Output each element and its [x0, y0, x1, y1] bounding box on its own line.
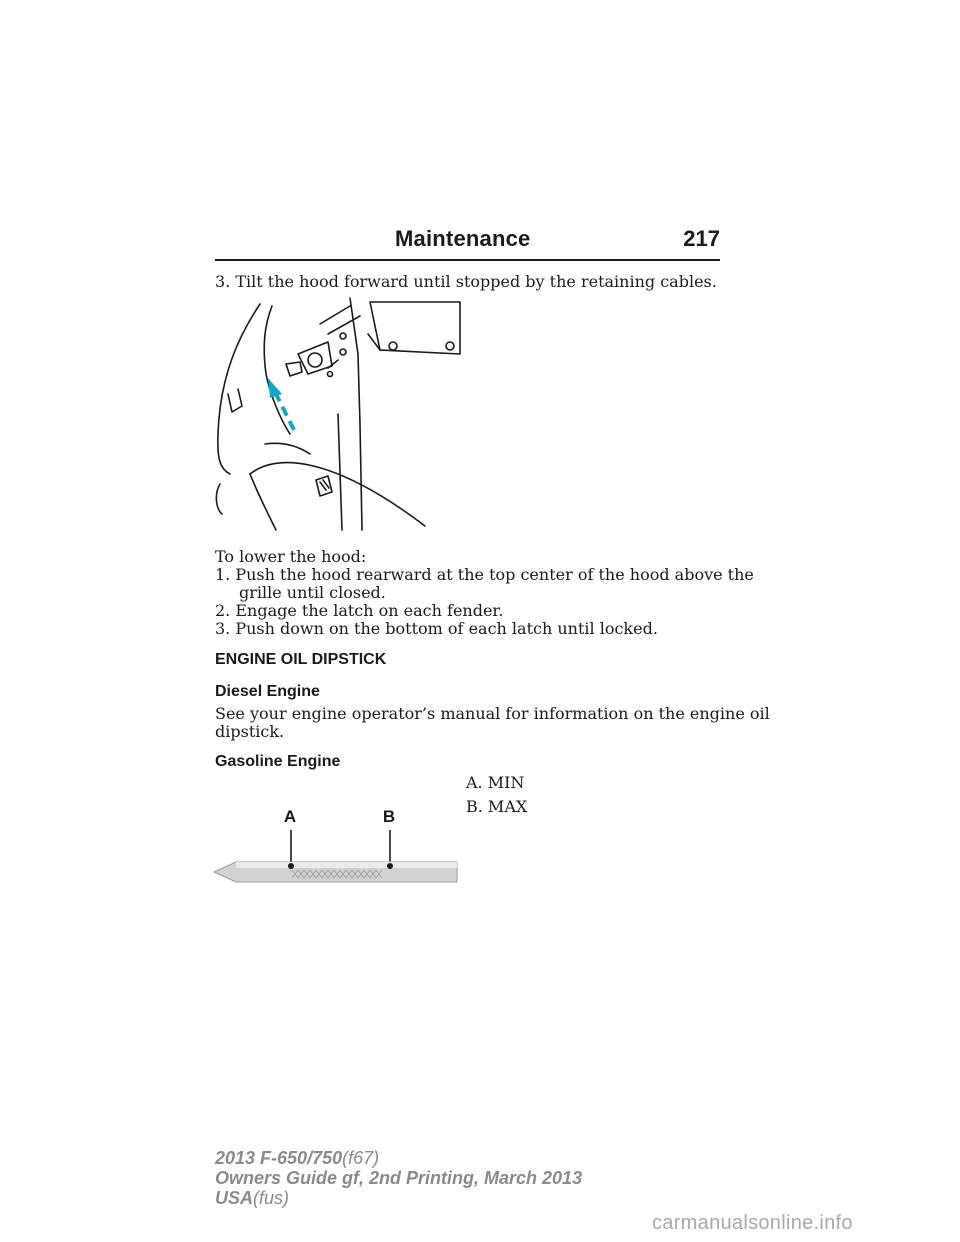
section-heading-dipstick: ENGINE OIL DIPSTICK — [215, 651, 387, 668]
page-section-title: Maintenance — [395, 226, 531, 251]
lower-hood-step-3: 3. Push down on the bottom of each latch until locked. — [215, 619, 658, 638]
header-rule — [215, 259, 720, 261]
diesel-text-line-1: See your engine operator’s manual for information on the engine oil — [215, 704, 770, 723]
subheading-diesel: Diesel Engine — [215, 683, 320, 700]
footer-model-code: (f67) — [342, 1148, 380, 1168]
watermark: carmanualsonline.info — [652, 1212, 853, 1234]
footer-guide: Owners Guide gf, 2nd Printing, March 2013 — [215, 1168, 583, 1188]
tilt-direction-arrow — [268, 378, 294, 430]
lower-hood-intro: To lower the hood: — [215, 547, 367, 566]
footer-market-code: (fus) — [253, 1188, 290, 1208]
lower-hood-step-2: 2. Engage the latch on each fender. — [215, 601, 504, 620]
legend-b-max: B. MAX — [466, 797, 528, 816]
page-number: 217 — [683, 226, 720, 251]
step-tilt-hood: 3. Tilt the hood forward until stopped by the retaining cables. — [215, 272, 717, 291]
footer-model: 2013 F-650/750 — [215, 1148, 343, 1168]
lower-hood-step-1: 1. Push the hood rearward at the top center of the hood above the — [215, 565, 754, 584]
callout-b-label: B — [382, 807, 396, 826]
lower-hood-step-1-cont: grille until closed. — [239, 583, 386, 602]
footer-info — [215, 1148, 582, 1208]
diesel-text-line-2: dipstick. — [215, 722, 285, 741]
dipstick-illustration — [212, 804, 462, 888]
callout-a-label: A — [283, 807, 297, 826]
footer-market: USA — [215, 1188, 254, 1208]
legend-a-min: A. MIN — [466, 773, 525, 792]
subheading-gasoline: Gasoline Engine — [215, 753, 341, 770]
hood-tilt-illustration — [210, 294, 470, 534]
